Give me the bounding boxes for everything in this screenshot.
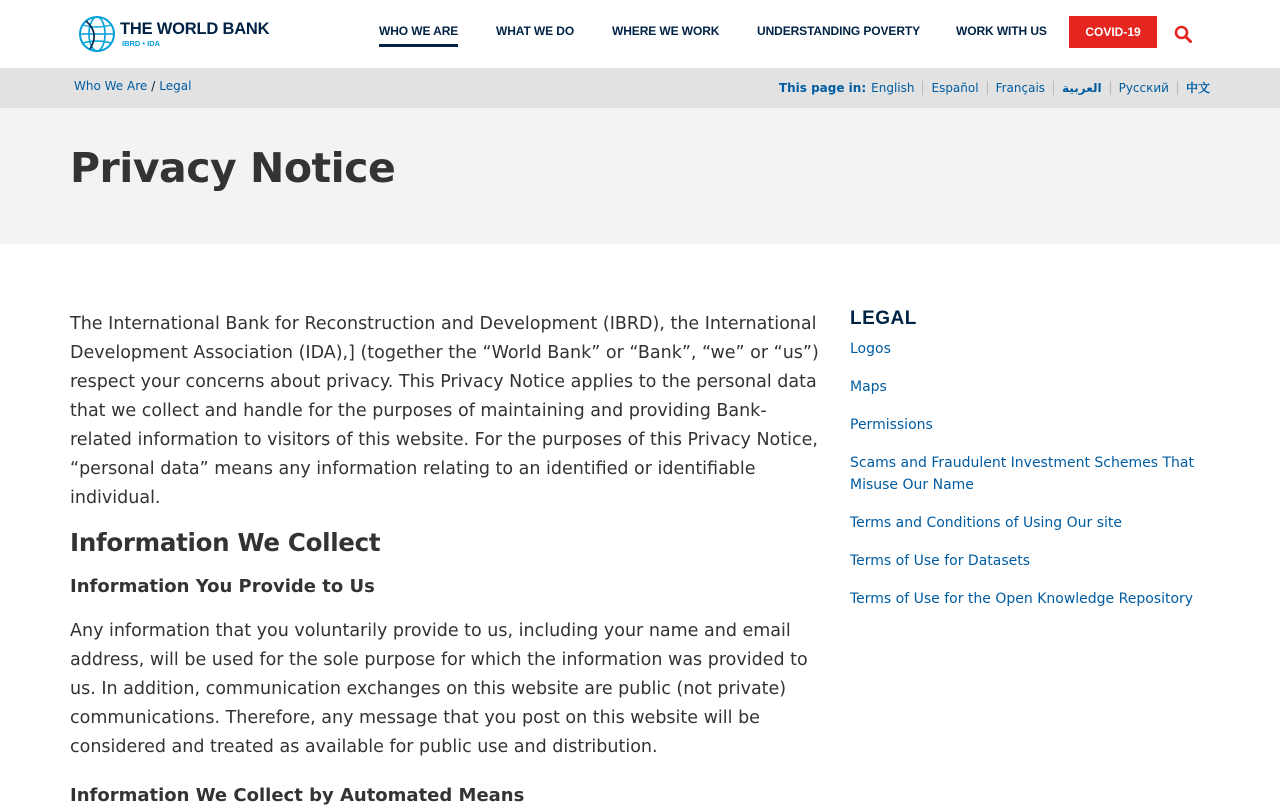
lang-french[interactable]: Français: [988, 81, 1054, 95]
list-item: [850, 414, 1210, 436]
nav-work-with-us[interactable]: WORK WITH US: [956, 24, 1047, 38]
sidebar-heading: LEGAL: [850, 308, 917, 329]
breadcrumb: [74, 79, 191, 93]
sidebar-link-terms-okr[interactable]: Terms of Use for the Open Knowledge Repository: [850, 591, 1194, 607]
list-item: [850, 588, 1210, 610]
language-switcher: [779, 81, 1210, 95]
intro-paragraph: The International Bank for Reconstruction and Development (IBRD), the International Development Association (IDA),] (together the “World Bank” or “Bank”, “we” or “us”) respect your concerns about privacy. This Privacy Notice applies to the personal data that we collect and handle for the purposes of maintaining and providing Bank-related information to visitors of this website. For the purposes of this Privacy Notice, “personal data” means any information relating to an identified or identifiable individual.: [70, 314, 819, 508]
section-heading-information-we-collect: Information We Collect: [70, 528, 381, 557]
subheading-automated-means: Information We Collect by Automated Means: [70, 785, 525, 806]
list-item: [850, 512, 1210, 534]
breadcrumb-bar: [0, 68, 1280, 108]
legal-sidebar: [850, 308, 1210, 626]
sidebar-link-maps[interactable]: Maps: [850, 379, 887, 395]
language-label: This page in:: [778, 81, 867, 95]
sidebar-link-terms-datasets[interactable]: Terms of Use for Datasets: [850, 553, 1031, 569]
lang-chinese[interactable]: 中文: [1185, 81, 1210, 95]
sidebar-link-permissions[interactable]: Permissions: [850, 417, 933, 433]
list-item: [850, 376, 1210, 398]
nav-where-we-work[interactable]: WHERE WE WORK: [612, 24, 720, 38]
nav-understanding-poverty[interactable]: UNDERSTANDING POVERTY: [757, 24, 921, 38]
list-item: [850, 550, 1210, 572]
page-title: Privacy Notice: [70, 144, 396, 192]
article-body: [70, 310, 822, 808]
search-button[interactable]: [1174, 25, 1192, 43]
sidebar-link-scams[interactable]: Scams and Fraudulent Investment Schemes That Misuse Our Name: [850, 455, 1194, 493]
sidebar-links: [850, 338, 1210, 610]
lang-spanish[interactable]: Español: [923, 81, 987, 95]
nav-what-we-do[interactable]: WHAT WE DO: [496, 24, 575, 38]
list-item: [850, 338, 1210, 360]
breadcrumb-who-we-are[interactable]: Who We Are: [74, 79, 148, 93]
site-header: [0, 0, 1280, 68]
covid-19-button[interactable]: COVID-19: [1069, 16, 1157, 48]
subheading-information-you-provide: Information You Provide to Us: [70, 576, 375, 597]
breadcrumb-legal[interactable]: Legal: [159, 79, 192, 93]
sidebar-link-logos[interactable]: Logos: [850, 341, 891, 357]
paragraph-information-you-provide: Any information that you voluntarily provide to us, including your name and email address, will be used for the sole purpose for which the information was provided to us. In addition, communication exchanges on this website are public (not private) communications. Therefore, any message that you post on this website will be considered and treated as available for public use and distribution.: [70, 621, 808, 757]
sidebar-link-terms-and-conditions[interactable]: Terms and Conditions of Using Our site: [850, 515, 1122, 531]
breadcrumb-separator: /: [151, 79, 156, 93]
lang-arabic[interactable]: العربية: [1054, 81, 1111, 95]
nav-who-we-are[interactable]: WHO WE ARE: [379, 24, 458, 47]
lang-english[interactable]: English: [871, 81, 923, 95]
list-item: [850, 452, 1210, 496]
search-icon: [1174, 25, 1192, 43]
logo-subtitle: IBRD • IDA: [122, 39, 161, 48]
logo-title: THE WORLD BANK: [120, 19, 270, 38]
lang-russian[interactable]: Русский: [1111, 81, 1178, 95]
title-band: [0, 108, 1280, 244]
